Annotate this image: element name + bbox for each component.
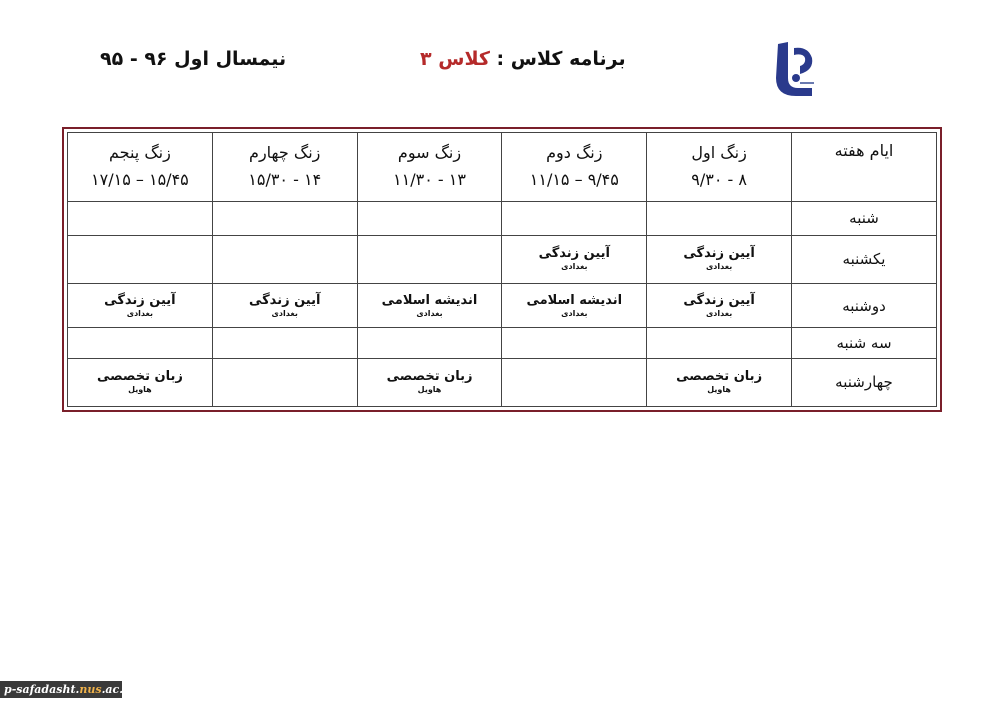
- day-cell: دوشنبه: [792, 284, 937, 328]
- period-time: ۸ - ۹/۳۰: [691, 169, 747, 189]
- course-name: زبان تخصصی: [386, 369, 473, 385]
- schedule-cell: [212, 284, 357, 328]
- day-cell: چهارشنبه: [792, 358, 937, 406]
- course-name: آیین زندگی: [104, 292, 176, 308]
- schedule-cell: [647, 201, 792, 235]
- schedule-cell: [647, 284, 792, 328]
- class-name: کلاس ۳: [420, 48, 490, 70]
- schedule-cell: [502, 235, 647, 283]
- schedule-cell: [357, 284, 502, 328]
- schedule-cell: [502, 201, 647, 235]
- course-name: آیین زندگی: [248, 292, 321, 308]
- day-header-cell: ایام هفته: [792, 133, 937, 202]
- day-cell: شنبه: [792, 201, 937, 235]
- schedule-cell: [68, 284, 213, 328]
- period-header-4: [212, 133, 357, 202]
- teacher-name: هاویل: [707, 385, 731, 395]
- schedule-cell: [212, 328, 357, 358]
- schedule-cell: [357, 358, 502, 406]
- schedule-cell: [357, 235, 502, 283]
- teacher-name: هاویل: [128, 385, 152, 395]
- schedule-cell: [68, 201, 213, 235]
- teacher-name: بغدادی: [705, 308, 733, 318]
- program-label: برنامه کلاس :: [496, 48, 626, 70]
- schedule-cell: [502, 328, 647, 358]
- period-header-1: [647, 133, 792, 202]
- table-row: [68, 201, 937, 235]
- table-row: [68, 358, 937, 406]
- period-header-3: [357, 133, 502, 202]
- schedule-cell: [68, 328, 213, 358]
- period-name: زنگ اول: [691, 142, 747, 162]
- schedule-frame: [62, 127, 942, 412]
- site-url-part-3: .ac.ir: [101, 683, 134, 696]
- course-name: آیین زندگی: [683, 246, 755, 262]
- period-name: زنگ پنجم: [108, 142, 171, 162]
- period-name: زنگ چهارم: [249, 142, 321, 162]
- schedule-cell: [357, 328, 502, 358]
- table-row: [68, 235, 937, 283]
- university-logo-icon: [770, 38, 820, 100]
- schedule-cell: [212, 235, 357, 283]
- teacher-name: هاویل: [417, 385, 442, 395]
- table-row: [68, 328, 937, 358]
- schedule-cell: [647, 358, 792, 406]
- course-name: زبان تخصصی: [96, 369, 183, 385]
- schedule-cell: [68, 235, 213, 283]
- course-name: اندیشه اسلامی: [381, 292, 478, 308]
- period-name: زنگ دوم: [546, 142, 603, 162]
- class-title: [420, 48, 626, 70]
- schedule-cell: [68, 358, 213, 406]
- site-url-part-2: nus: [79, 683, 102, 696]
- site-url-part-1: p-safadasht.: [4, 683, 80, 696]
- schedule-cell: [212, 201, 357, 235]
- period-time: ۱۴ - ۱۵/۳۰: [248, 169, 322, 189]
- period-name: زنگ سوم: [397, 142, 462, 162]
- day-cell: یکشنبه: [792, 235, 937, 283]
- schedule-cell: [502, 284, 647, 328]
- period-header-5: [68, 133, 213, 202]
- schedule-cell: [212, 358, 357, 406]
- table-row: [68, 284, 937, 328]
- schedule-cell: [502, 358, 647, 406]
- schedule-cell: [357, 201, 502, 235]
- period-time: ۱۳ - ۱۱/۳۰: [393, 169, 466, 189]
- course-name: آیین زندگی: [538, 246, 611, 262]
- teacher-name: بغدادی: [561, 262, 588, 272]
- course-name: زبان تخصصی: [676, 369, 763, 385]
- teacher-name: بغدادی: [705, 262, 733, 272]
- header-row: [68, 133, 937, 202]
- schedule-cell: [647, 235, 792, 283]
- course-name: آیین زندگی: [683, 292, 755, 308]
- schedule-cell: [647, 328, 792, 358]
- teacher-name: بغدادی: [416, 308, 443, 318]
- period-time: ۱۵/۴۵ – ۱۷/۱۵: [91, 169, 189, 189]
- teacher-name: بغدادی: [271, 308, 298, 318]
- course-name: اندیشه اسلامی: [526, 292, 623, 308]
- schedule-table: [67, 132, 937, 407]
- day-cell: سه شنبه: [792, 328, 937, 358]
- period-header-2: [502, 133, 647, 202]
- teacher-name: بغدادی: [561, 308, 588, 318]
- teacher-name: بغدادی: [126, 308, 154, 318]
- period-time: ۹/۴۵ – ۱۱/۱۵: [529, 169, 619, 189]
- site-url-badge[interactable]: [0, 681, 134, 698]
- term-title: نیمسال اول ۹۶ - ۹۵: [100, 48, 287, 70]
